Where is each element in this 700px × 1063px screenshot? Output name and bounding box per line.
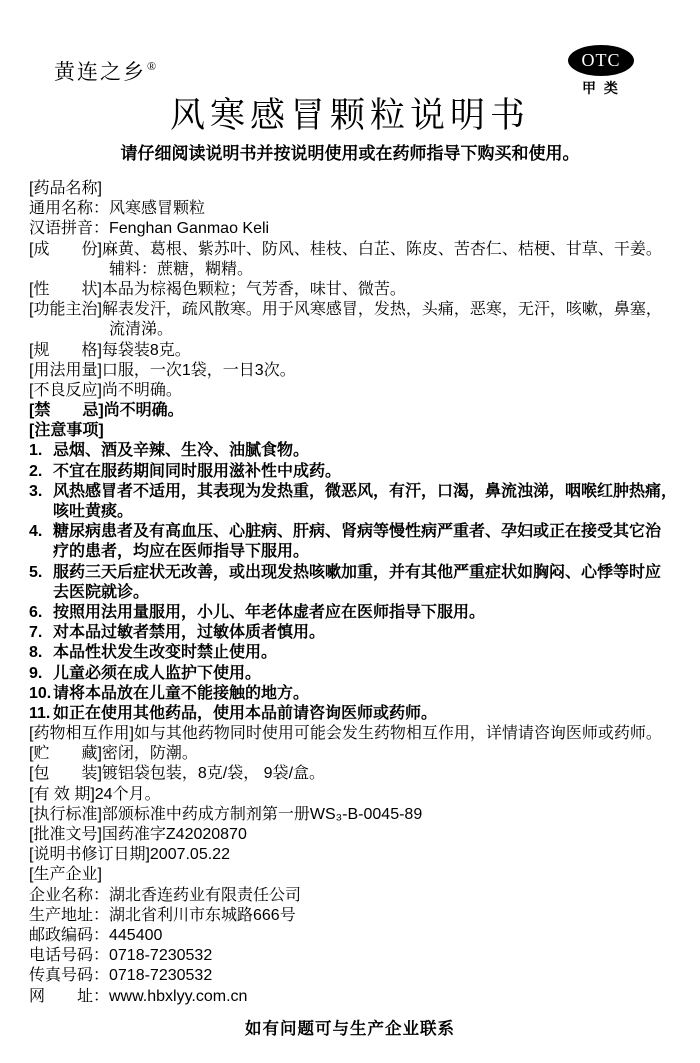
line-text: 对本品过敏者禁用，过敏体质者慎用。	[53, 624, 326, 642]
item-number: 3.	[29, 482, 43, 500]
precaution-item	[29, 684, 696, 704]
precaution-item	[29, 522, 696, 542]
line-text: 汉语拼音：Fenghan Ganmao Keli	[29, 220, 270, 238]
line-text: [药品名称]	[29, 180, 102, 197]
line-text: 咳吐黄痰。	[53, 503, 134, 520]
line-text: 请将本品放在儿童不能接触的地方。	[53, 684, 310, 702]
item-number: 10.	[29, 684, 52, 702]
leaflet-line	[29, 341, 696, 361]
leaflet-line	[29, 845, 696, 865]
line-text: 生产地址：湖北省利川市东城路666号	[29, 906, 296, 924]
leaflet-line	[29, 583, 696, 603]
leaflet-line	[29, 300, 696, 320]
line-text: 辅料：蔗糖，糊精。	[109, 260, 254, 278]
precaution-item	[29, 704, 696, 724]
line-text: 如正在使用其他药品，使用本品前请咨询医师或药师。	[53, 704, 438, 722]
line-text: [成 份]麻黄、葛根、紫苏叶、防风、桂枝、白芷、陈皮、苦杏仁、桔梗、甘草、干姜。	[29, 240, 662, 258]
line-text: 去医院就诊。	[53, 583, 150, 601]
item-number: 2.	[29, 462, 43, 480]
line-text: [药物相互作用]如与其他药物同时使用可能会发生药物相互作用，详情请咨询医师或药师。	[29, 725, 662, 743]
otc-oval-icon: OTC	[568, 45, 634, 76]
precaution-item	[29, 482, 696, 502]
leaflet-line	[29, 240, 696, 260]
leaflet-line	[29, 886, 696, 906]
precaution-item	[29, 623, 696, 643]
line-text: [批准文号]国药准字Z42020870	[29, 826, 247, 843]
line-text: 疗的患者，均应在医师指导下服用。	[53, 543, 310, 561]
line-text: 通用名称：风寒感冒颗粒	[29, 200, 206, 218]
item-number: 8.	[29, 644, 43, 662]
page-title: 风寒感冒颗粒说明书	[169, 96, 530, 135]
line-text: [不良反应]尚不明确。	[29, 381, 182, 399]
item-number: 6.	[29, 603, 43, 621]
leaflet-line	[29, 865, 696, 885]
line-text: 糖尿病患者及有高血压、心脏病、肝病、肾病等慢性病严重者、孕妇或正在接受其它治	[53, 523, 662, 541]
line-text: [注意事项]	[29, 422, 104, 440]
line-text: 风热感冒者不适用，其表现为发热重，微恶风，有汗，口渴，鼻流浊涕，咽喉红肿热痛，	[53, 482, 678, 500]
leaflet-line	[29, 401, 696, 421]
leaflet-line	[29, 260, 696, 280]
line-text: 流清涕。	[109, 321, 174, 339]
line-text: [用法用量]口服，一次1袋，一日3次。	[29, 361, 296, 379]
leaflet-line	[29, 805, 696, 825]
leaflet-line	[29, 421, 696, 441]
leaflet-line	[29, 219, 696, 239]
registered-trademark-icon: ®	[147, 59, 157, 73]
line-text: 网 址：www.hbxlyy.com.cn	[29, 987, 248, 1005]
leaflet-line	[29, 744, 696, 764]
leaflet-line	[29, 825, 696, 845]
leaflet-body	[0, 179, 700, 1007]
precaution-item	[29, 664, 696, 684]
leaflet-line	[29, 381, 696, 401]
leaflet-line	[29, 724, 696, 744]
leaflet-header	[0, 0, 700, 179]
line-text: 传真号码：0718-7230532	[29, 967, 213, 985]
leaflet-line	[29, 542, 696, 562]
otc-class-label: 甲 类	[582, 80, 620, 96]
precaution-item	[29, 563, 696, 583]
line-text: 儿童必须在成人监护下使用。	[53, 664, 262, 682]
precaution-item	[29, 462, 696, 482]
leaflet-line	[29, 199, 696, 219]
line-text: [包 装]镀铝袋包装，8克/袋， 9袋/盒。	[29, 765, 326, 783]
brand-logo	[54, 56, 155, 86]
line-text: 本品性状发生改变时禁止使用。	[53, 644, 278, 662]
item-number: 4.	[29, 523, 43, 541]
line-text: 不宜在服药期间同时服用滋补性中成药。	[53, 462, 342, 480]
line-text: 邮政编码：445400	[29, 926, 163, 944]
item-number: 11.	[29, 704, 51, 722]
item-number: 5.	[29, 563, 43, 581]
line-text: 服药三天后症状无改善，或出现发热咳嗽加重，并有其他严重症状如胸闷、心悸等时应	[53, 563, 662, 581]
leaflet-line	[29, 966, 696, 986]
line-text: [贮 藏]密闭，防潮。	[29, 745, 198, 763]
line-text: [功能主治]解表发汗，疏风散寒。用于风寒感冒，发热，头痛，恶寒，无汗，咳嗽，鼻塞，	[29, 301, 662, 319]
line-text: [规 格]每袋装8克。	[29, 341, 191, 359]
line-text: [有 效 期]24个月。	[29, 785, 161, 803]
leaflet-line	[29, 785, 696, 805]
leaflet-line	[29, 987, 696, 1007]
leaflet-line	[29, 906, 696, 926]
line-text: [性 状]本品为棕褐色颗粒；气芳香，味甘、微苦。	[29, 280, 406, 298]
read-carefully-notice: 请仔细阅读说明书并按说明使用或在药师指导下购买和使用。	[120, 144, 580, 163]
line-text: [生产企业]	[29, 866, 102, 884]
leaflet-line	[29, 280, 696, 300]
line-text: [说明书修订日期]2007.05.22	[29, 846, 230, 864]
leaflet-line	[29, 502, 696, 522]
leaflet-line	[29, 764, 696, 784]
leaflet-line	[29, 179, 696, 199]
line-text: 按照用法用量服用，小儿、年老体虚者应在医师指导下服用。	[53, 603, 486, 621]
footer-note: 如有问题可与生产企业联系	[245, 1019, 455, 1038]
leaflet-line	[29, 320, 696, 340]
line-text: [禁 忌]尚不明确。	[29, 402, 184, 420]
leaflet-line	[29, 361, 696, 381]
precaution-item	[29, 441, 696, 461]
brand-logo-text: 黄连之乡	[54, 60, 146, 84]
line-text: 电话号码：0718-7230532	[29, 947, 213, 965]
item-number: 9.	[29, 664, 43, 682]
line-text: 忌烟、酒及辛辣、生冷、油腻食物。	[53, 442, 310, 460]
precaution-item	[29, 643, 696, 663]
item-number: 1.	[29, 442, 43, 460]
line-text: 企业名称：湖北香连药业有限责任公司	[29, 886, 302, 904]
leaflet-line	[29, 926, 696, 946]
line-text: [执行标准]部颁标准中药成方制剂第一册WS₃-B-0045-89	[29, 805, 423, 823]
precaution-item	[29, 603, 696, 623]
leaflet-line	[29, 946, 696, 966]
item-number: 7.	[29, 624, 43, 642]
